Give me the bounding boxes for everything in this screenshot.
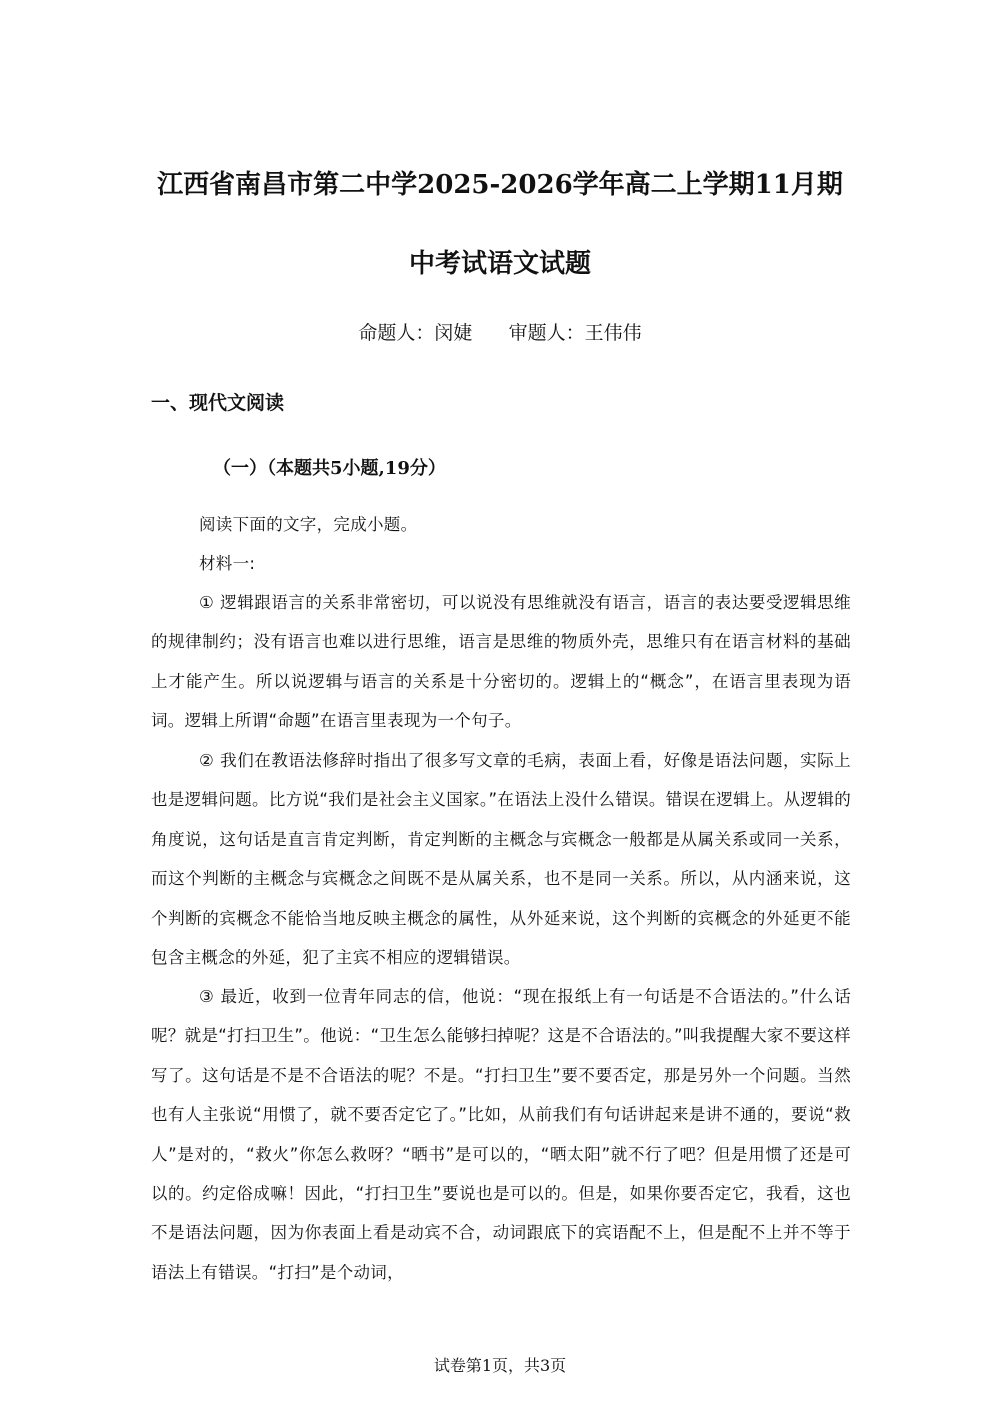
- section-heading: 一、现代文阅读: [151, 392, 285, 414]
- exam-title-line-1: 江西省南昌市第二中学2025-2026学年高二上学期11月期: [157, 170, 843, 200]
- paragraph-1: ① 逻辑跟语言的关系非常密切，可以说没有思维就没有语言，语言的表达要受逻辑思维的规律制约；没有语言也难以进行思维，语言是思维的物质外壳，思维只有在语言材料的基础上才能产生。所以说逻辑与语言的关系是十分密切的。逻辑上的“概念”，在语言里表现为语词。逻辑上所谓“命题”在语言里表现为一个句子。: [151, 593, 851, 731]
- authors-line: 命题人：闵婕 审题人：王伟伟: [358, 322, 642, 344]
- subsection-heading: （一）（本题共5小题,19分）: [213, 458, 446, 479]
- reading-instruction: 阅读下面的文字，完成小题。: [199, 515, 418, 534]
- paragraph-3: ③ 最近，收到一位青年同志的信，他说：“现在报纸上有一句话是不合语法的。”什么话呢？就是“打扫卫生”。他说：“卫生怎么能够扫掉呢？这是不合语法的。”叫我提醒大家不要这样写了。这句话是不是不合语法的呢？不是。“打扫卫生”要不要否定，那是另外一个问题。当然也有人主张说“用惯了，就不要否定它了。”比如，从前我们有句话讲起来是讲不通的，要说“救人”是对的，“救火”你怎么救呀？“晒书”是可以的，“晒太阳”就不行了吧？但是用惯了还是可以的。约定俗成嘛！因此，“打扫卫生”要说也是可以的。但是，如果你要否定它，我看，这也不是语法问题，因为你表面上看是动宾不合，动词跟底下的宾语配不上，但是配不上并不等于语法上有错误。“打扫”是个动词，: [151, 987, 851, 1282]
- paragraph-2: ② 我们在教语法修辞时指出了很多写文章的毛病，表面上看，好像是语法问题，实际上也是逻辑问题。比方说“我们是社会主义国家。”在语法上没什么错误。错误在逻辑上。从逻辑的角度说，这句话是直言肯定判断，肯定判断的主概念与宾概念一般都是从属关系或同一关系，而这个判断的主概念与宾概念之间既不是从属关系，也不是同一关系。所以，从内涵来说，这个判断的宾概念不能恰当地反映主概念的属性，从外延来说，这个判断的宾概念的外延更不能包含主概念的外延，犯了主宾不相应的逻辑错误。: [151, 751, 851, 968]
- page-footer: 试卷第1页，共3页: [433, 1356, 567, 1375]
- material-label: 材料一:: [199, 554, 256, 573]
- exam-title-line-2: 中考试语文试题: [408, 249, 591, 279]
